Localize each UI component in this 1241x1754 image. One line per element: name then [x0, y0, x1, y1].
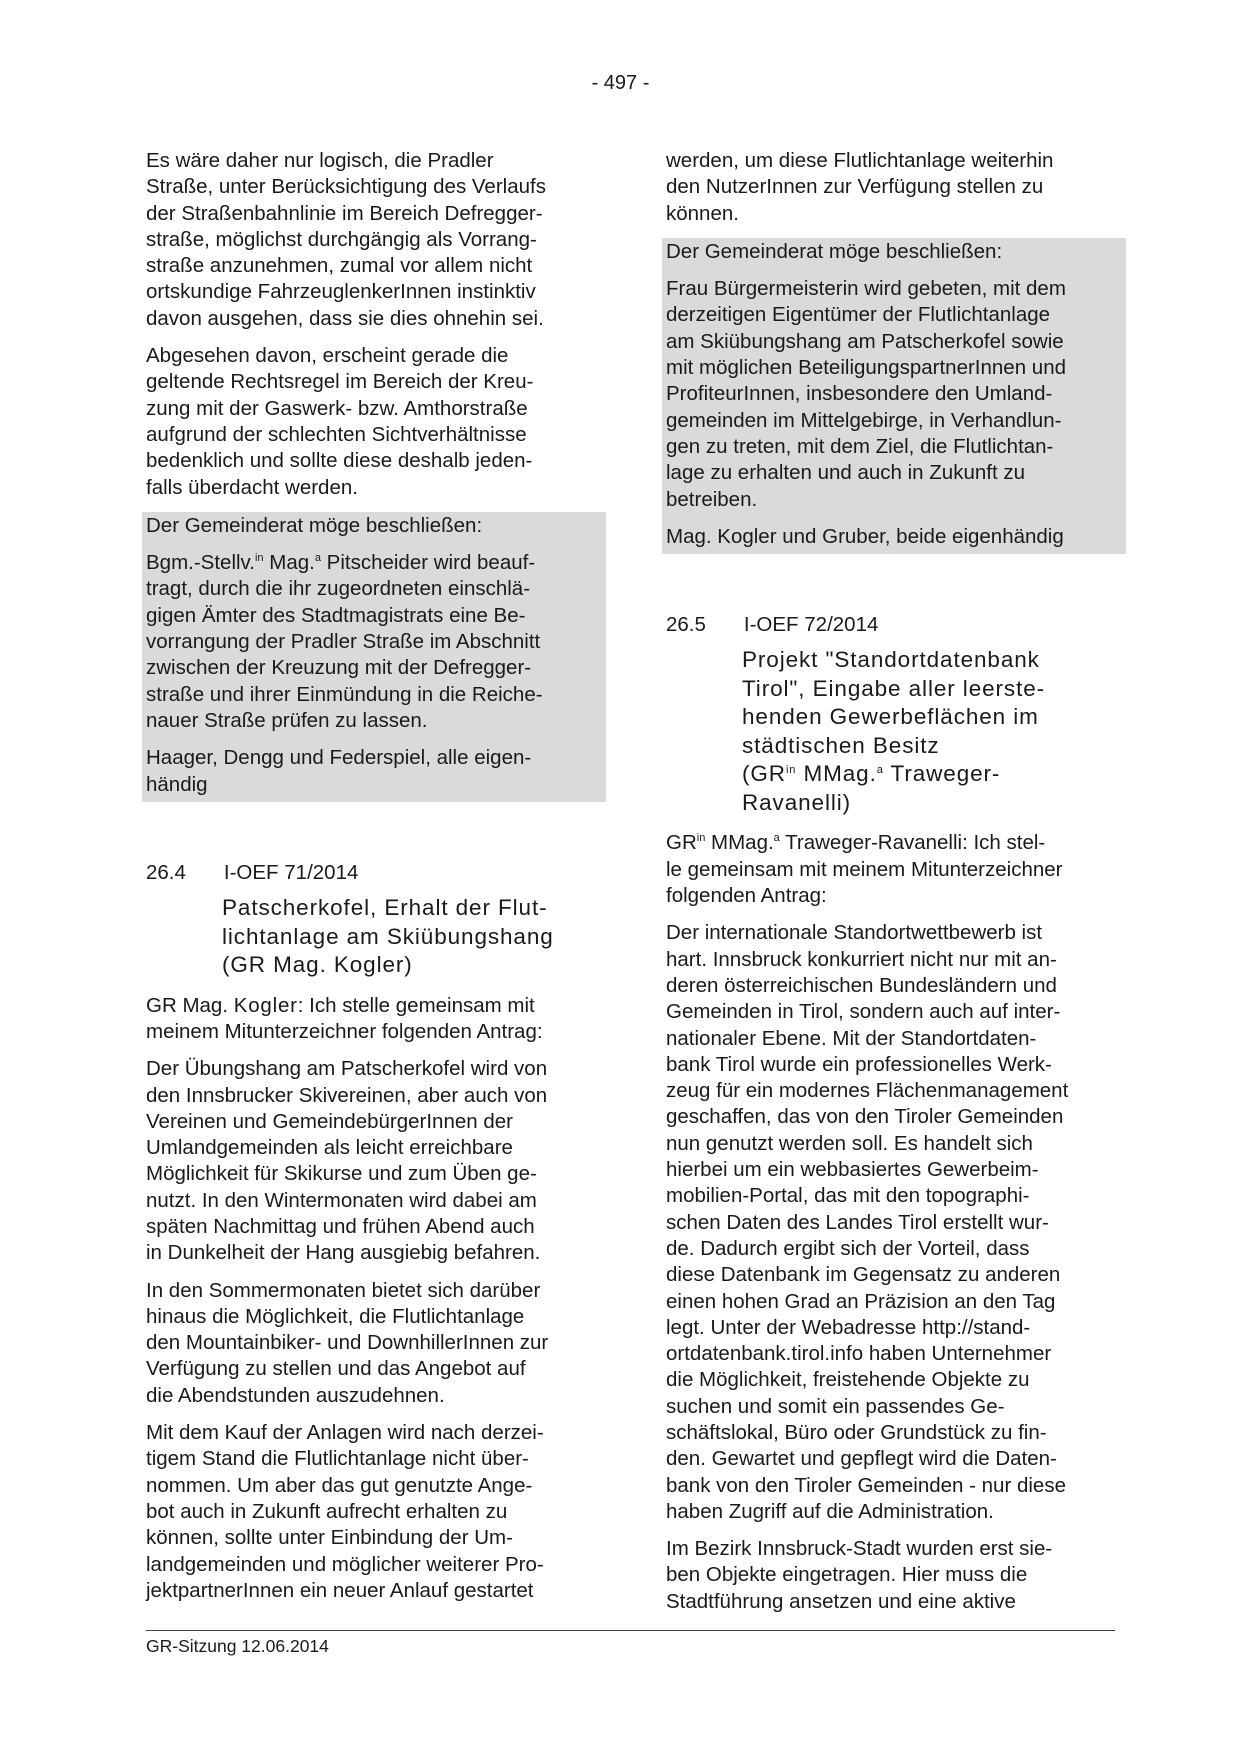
item-code: I-OEF 71/2014 [223, 860, 359, 884]
text-line: landgemeinden und möglicher weiterer Pro- [146, 1552, 544, 1576]
text-line: schäftslokal, Büro oder Grundstück zu fin- [666, 1420, 1047, 1444]
text-line: Gemeinden in Tirol, sondern auch auf inter- [666, 1000, 1061, 1024]
speaker-gr: GR [666, 831, 697, 855]
title-line [742, 760, 1122, 789]
paragraph [146, 1056, 602, 1266]
text-line: bedenklich und sollte diese deshalb jeden- [146, 449, 533, 473]
right-column [666, 148, 1122, 1626]
text-line: geltende Rechtsregel im Bereich der Kreu- [146, 370, 534, 394]
text-line: nun genutzt werden soll. Es handelt sich [666, 1131, 1033, 1155]
text-line: den Innsbrucker Skivereinen, aber auch von [146, 1083, 548, 1107]
text-line: suchen und somit ein passendes Ge- [666, 1394, 1005, 1418]
superscript: a [314, 552, 321, 565]
text-line: den NutzerInnen zur Verfügung stellen zu [666, 175, 1044, 199]
title-mmag: MMag. [796, 761, 877, 787]
paragraph [146, 343, 602, 501]
paragraph [666, 920, 1122, 1525]
speaker-intro [146, 993, 602, 1046]
text-line: geschaffen, das von den Tiroler Gemeinden [666, 1105, 1064, 1129]
title-mag: Mag. [263, 551, 315, 575]
text-line: den. Gewartet und gepflegt wird die Daten- [666, 1447, 1057, 1471]
motion-box [662, 238, 1126, 554]
text-line: hart. Innsbruck konkurriert nicht nur mit an- [666, 947, 1057, 971]
text-line: ortskundige FahrzeuglenkerInnen instinktiv [146, 280, 536, 304]
text-line: zung mit der Gaswerk- bzw. Amthorstraße [146, 396, 528, 420]
text-line: ProfiteurInnen, insbesondere den Umland- [666, 382, 1053, 406]
paragraph [146, 1420, 602, 1604]
text-line: können. [666, 201, 739, 225]
text-line: Verfügung zu stellen und das Angebot auf [146, 1357, 526, 1381]
text-line: Der internationale Standortwettbewerb ist [666, 921, 1043, 945]
agenda-item-title [222, 894, 602, 980]
text-line: am Skiübungshang am Patscherkofel sowie [666, 329, 1064, 353]
text-line: straße anzunehmen, zumal vor allem nicht [146, 254, 533, 278]
title-line: (GR Mag. Kogler) [222, 952, 413, 978]
text-line: den Mountainbiker- und DownhillerInnen zur [146, 1331, 549, 1355]
speaker-name: Kogler [233, 993, 298, 1017]
text-line: können, sollte unter Einbindung der Um- [146, 1526, 513, 1550]
text-line: in Dunkelheit der Hang ausgiebig befahren. [146, 1241, 541, 1265]
footer-divider [146, 1630, 1115, 1631]
text-line: nommen. Um aber das gut genutzte Ange- [146, 1473, 533, 1497]
text-line: straße und ihrer Einmündung in die Reiche- [146, 682, 543, 706]
motion-signature [146, 745, 602, 801]
text-fragment: Pitscheider wird beauf- [320, 551, 536, 575]
title-line: städtischen Besitz [742, 732, 940, 758]
title-line: lichtanlage am Skiübungshang [222, 923, 554, 949]
text-line [146, 993, 602, 1019]
text-line: händig [146, 772, 208, 796]
superscript: in [254, 552, 264, 565]
speaker-mmag: MMag. [705, 831, 774, 855]
text-line: le gemeinsam mit meinem Mitunterzeichner [666, 857, 1063, 881]
text-line [666, 830, 1122, 856]
text-line: ortdatenbank.tirol.info haben Unternehmer [666, 1342, 1052, 1366]
item-number: 26.4 [146, 860, 186, 884]
motion-intro: Der Gemeinderat möge beschließen: [146, 513, 483, 537]
superscript: a [773, 832, 780, 845]
motion-signature: Mag. Kogler und Gruber, beide eigenhändig [666, 524, 1064, 548]
text-line: Im Bezirk Innsbruck-Stadt wurden erst sie- [666, 1537, 1053, 1561]
motion-text [666, 276, 1122, 513]
agenda-item-title [742, 646, 1122, 817]
paragraph [146, 1278, 602, 1409]
superscript: in [696, 832, 706, 845]
text-line: gemeinden im Mittelgebirge, in Verhandlun- [666, 408, 1062, 432]
title-gr: (GR [742, 761, 786, 787]
text-line: nutzt. In den Wintermonaten wird dabei am [146, 1188, 537, 1212]
text-line: bank Tirol wurde ein professionelles Werk- [666, 1052, 1052, 1076]
text-fragment: Traweger- [883, 761, 1001, 787]
text-line: lage zu erhalten und auch in Zukunft zu [666, 461, 1025, 485]
agenda-item-header [146, 860, 602, 886]
agenda-item-header [666, 612, 1122, 638]
motion-intro: Der Gemeinderat möge beschließen: [666, 239, 1003, 263]
motion-box [142, 512, 606, 802]
text-line: gen zu treten, mit dem Ziel, die Flutlichtan- [666, 434, 1054, 458]
text-line: zwischen der Kreuzung mit der Defregger- [146, 656, 532, 680]
item-code: I-OEF 72/2014 [743, 613, 879, 637]
text-line: hinaus die Möglichkeit, die Flutlichtanlage [146, 1304, 525, 1328]
title-line: Ravanelli) [742, 789, 852, 815]
text-line: ben Objekte eingetragen. Hier muss die [666, 1563, 1028, 1587]
text-line: die Möglichkeit, freistehende Objekte zu [666, 1368, 1030, 1392]
text-line: Der Übungshang am Patscherkofel wird von [146, 1057, 548, 1081]
text-line: Vereinen und GemeindebürgerInnen der [146, 1109, 513, 1133]
text-line: Möglichkeit für Skikurse und zum Üben ge- [146, 1162, 537, 1186]
text-line: Mit dem Kauf der Anlagen wird nach derzei- [146, 1421, 544, 1445]
text-line: werden, um diese Flutlichtanlage weiterhin [666, 149, 1054, 172]
paragraph [666, 1536, 1122, 1615]
superscript: a [876, 764, 884, 777]
text-line: Frau Bürgermeisterin wird gebeten, mit dem [666, 277, 1066, 301]
text-line: derzeitigen Eigentümer der Flutlichtanlage [666, 303, 1051, 327]
text-line: einen hohen Grad an Präzision an den Tag [666, 1289, 1056, 1313]
text-line: folgenden Antrag: [666, 884, 827, 908]
text-line: mobilien-Portal, das mit den topographi- [666, 1184, 1030, 1208]
text-line: Umlandgemeinden als leicht erreichbare [146, 1136, 513, 1160]
text-line: schen Daten des Landes Tirol erstellt wur- [666, 1210, 1049, 1234]
title-line: Projekt "Standortdatenbank [742, 647, 1040, 673]
title-bgm: Bgm.-Stellv. [146, 551, 255, 575]
text-line: haben Zugriff auf die Administration. [666, 1499, 994, 1523]
text-line: tigem Stand die Flutlichtanlage nicht über- [146, 1447, 529, 1471]
text-line: bank von den Tiroler Gemeinden - nur diese [666, 1473, 1066, 1497]
text-line: davon ausgehen, dass sie dies ohnehin sei. [146, 306, 544, 330]
page-number: - 497 - [591, 72, 650, 94]
text-line: vorrangung der Pradler Straße im Abschnitt [146, 630, 541, 654]
text-line [146, 550, 602, 576]
speaker-intro [666, 830, 1122, 909]
paragraph [666, 148, 1122, 227]
text-line: betreiben. [666, 487, 758, 511]
text-line: deren österreichischen Bundesländern und [666, 973, 1057, 997]
text-line: Haager, Dengg und Federspiel, alle eigen- [146, 746, 532, 770]
text-line: hierbei um ein webbasiertes Gewerbeim- [666, 1158, 1039, 1182]
text-line: tragt, durch die ihr zugeordneten einschlä- [146, 577, 531, 601]
title-line: Patscherkofel, Erhalt der Flut- [222, 895, 548, 921]
text-line: der Straßenbahnlinie im Bereich Defregger- [146, 201, 543, 225]
paragraph [146, 148, 602, 332]
text-line: mit möglichen BeteiligungspartnerInnen und [666, 356, 1067, 380]
item-number: 26.5 [666, 613, 706, 637]
text-line: meinem Mitunterzeichner folgenden Antrag: [146, 1019, 543, 1043]
footer-session-date: GR-Sitzung 12.06.2014 [146, 1636, 329, 1656]
text-line: straße, möglichst durchgängig als Vorrang- [146, 227, 537, 251]
speaker-prefix: GR Mag. [146, 993, 234, 1017]
motion-text [146, 550, 602, 734]
text-line: zeug für ein modernes Flächenmanagement [666, 1079, 1069, 1103]
text-line: In den Sommermonaten bietet sich darüber [146, 1278, 541, 1302]
text-fragment: : Ich stelle gemeinsam mit [297, 993, 535, 1017]
text-line: Stadtführung ansetzen und eine aktive [666, 1589, 1016, 1613]
title-line: henden Gewerbeflächen im [742, 704, 1039, 730]
text-line: jektpartnerInnen ein neuer Anlauf gestartet [146, 1578, 534, 1602]
text-line: gigen Ämter des Stadtmagistrats eine Be- [146, 603, 526, 627]
text-line: legt. Unter der Webadresse http://stand- [666, 1315, 1031, 1339]
title-line: Tirol", Eingabe aller leerste- [742, 675, 1046, 701]
text-line: falls überdacht werden. [146, 475, 358, 499]
text-fragment: Traweger-Ravanelli: Ich stel- [779, 831, 1046, 855]
text-line: Es wäre daher nur logisch, die Pradler [146, 149, 494, 172]
text-line: aufgrund der schlechten Sichtverhältnisse [146, 422, 527, 446]
superscript: in [785, 764, 797, 777]
text-line: Straße, unter Berücksichtigung des Verlaufs [146, 175, 546, 199]
text-line: diese Datenbank im Gegensatz zu anderen [666, 1263, 1061, 1287]
text-line: nauer Straße prüfen zu lassen. [146, 708, 428, 732]
text-line: späten Nachmittag und frühen Abend auch [146, 1215, 535, 1238]
text-line: die Abendstunden auszudehnen. [146, 1383, 445, 1407]
left-column [146, 148, 602, 1615]
text-line: bot auch in Zukunft aufrecht erhalten zu [146, 1499, 508, 1523]
text-line: Abgesehen davon, erscheint gerade die [146, 344, 509, 368]
text-line: de. Dadurch ergibt sich der Vorteil, dass [666, 1236, 1030, 1260]
text-line: nationaler Ebene. Mit der Standortdaten- [666, 1026, 1037, 1050]
